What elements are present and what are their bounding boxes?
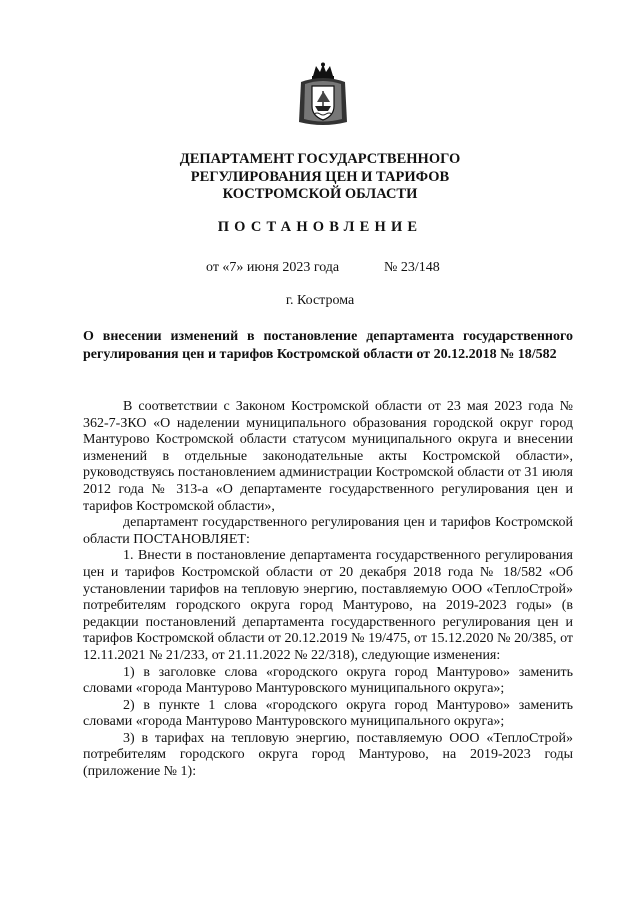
coat-of-arms-icon [297,62,349,128]
document-subject: О внесении изменений в постановление департамента государственного регулирования цен и тарифов Костромской области от 20.12.2018 № 18/582 [83,329,573,362]
department-name-line-3: КОСТРОМСКОЙ ОБЛАСТИ [222,186,418,202]
subitem-2-paragraph: 2) в пункте 1 слова «городского округа город Мантурово» заменить словами «города Мантурово Мантуровского муниципального округа»; [83,697,573,730]
department-name-line-2: РЕГУЛИРОВАНИЯ ЦЕН И ТАРИФОВ [190,168,450,185]
resolve-paragraph: департамент государственного регулирования цен и тарифов Костромской области ПОСТАНОВЛЯЕТ: [83,515,573,547]
document-number: № 23/148 [384,260,440,275]
document-date: от «7» июня 2023 года [206,260,340,275]
item-1-paragraph: 1. Внести в постановление департамента государственного регулирования цен и тарифов Костромской области от 20 декабря 2018 года № 18/582 «Об установлении тарифов на тепловую энергию, поставляемую ООО «ТеплоСтрой» потребителям городского округа город Мантурово, на 2019-2023 годы» (в редакции постановлений департамента государственного регулирования цен и тарифов Костромской области от 20.12.2019 № 19/475, от 15.12.2020 № 20/385, от 12.11.2021 № 21/233, от 21.11.2022 № 22/318), следующие изменения: [83,548,573,663]
department-name-line-1: ДЕПАРТАМЕНТ ГОСУДАРСТВЕННОГО [179,151,461,167]
document-type-title: ПОСТАНОВЛЕНИЕ [217,219,423,235]
subitem-1-paragraph: 1) в заголовке слова «городского округа город Мантурово» заменить словами «города Мантурово Мантуровского муниципального округа»; [83,664,573,697]
preamble-paragraph: В соответствии с Законом Костромской области от 23 мая 2023 года № 362-7-ЗКО «О наделении муниципального образования городской округ город Мантурово Костромской области статусом муниципального округа и внесении изменений в отдельные законодательные акты Костромской области», руководствуясь постановлением администрации Костромской области от 31 июля 2012 года № 313-а «О департаменте государственного регулирования цен и тарифов Костромской области», [83,399,573,514]
document-city: г. Кострома [285,293,355,308]
document-body [83,399,573,781]
subitem-3-paragraph: 3) в тарифах на тепловую энергию, поставляемую ООО «ТеплоСтрой» потребителям городского округа город Мантурово, на 2019-2023 годы (приложение № 1): [83,730,573,780]
